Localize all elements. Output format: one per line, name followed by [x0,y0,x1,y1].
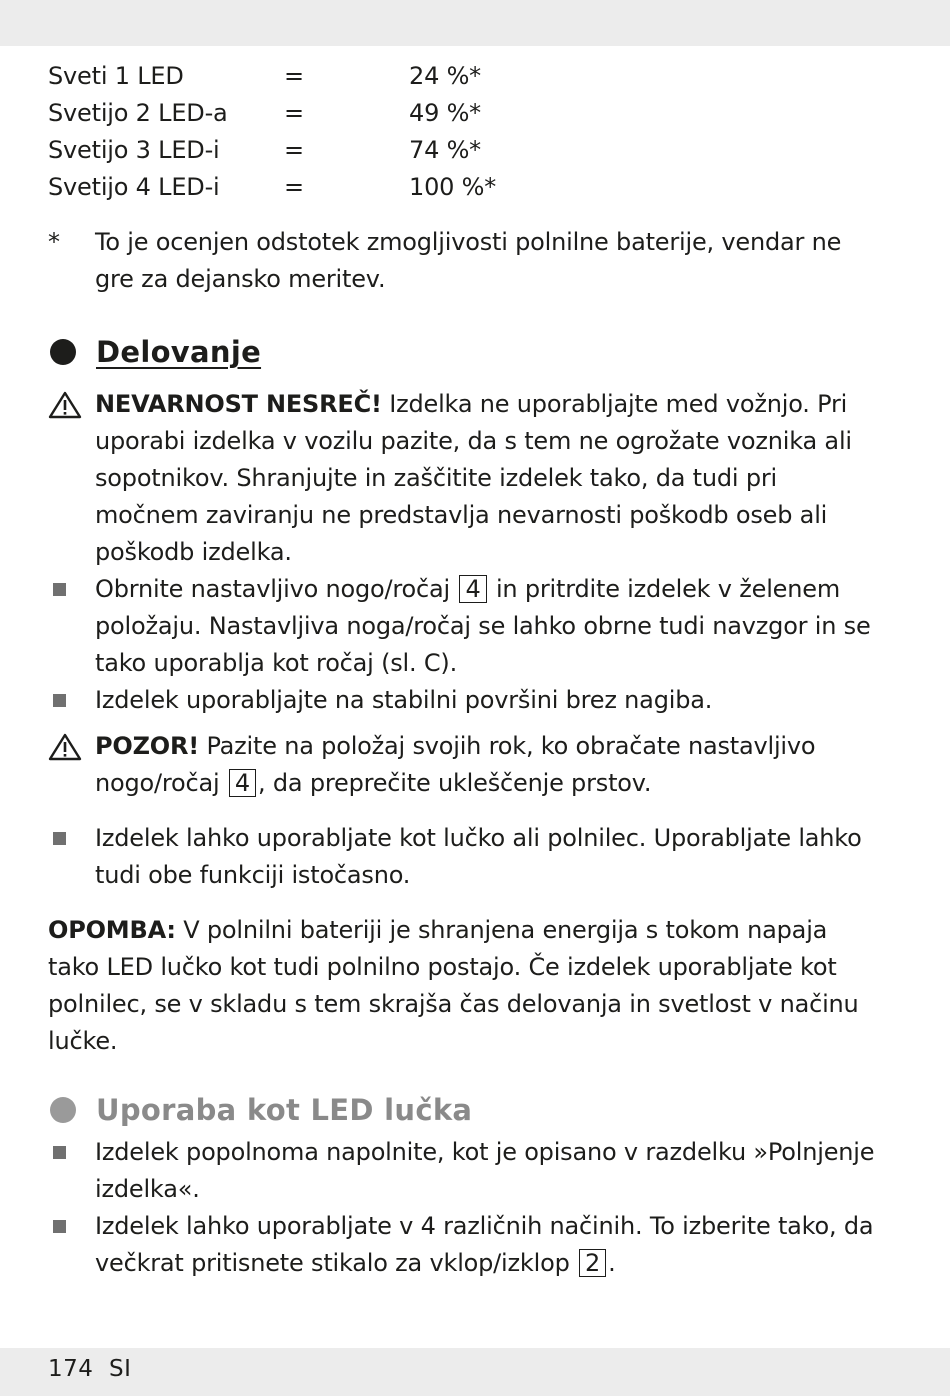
led-percentage: 49 %* [409,99,481,127]
led-percentage: 24 %* [409,62,481,90]
equals-sign: = [284,173,304,201]
list-item-text: Izdelek lahko uporabljate kot lučko ali polnilec. Uporabljate lahko tudi obe funkciji istočasno. [95,824,862,889]
led-label: Svetijo 2 LED-a [48,99,228,127]
warning-text-block [95,728,878,802]
list-item-text [95,571,878,682]
list-item [48,1134,878,1208]
warning-text: , da preprečite ukleščenje prstov. [258,769,652,797]
warning-label: POZOR! [95,732,200,760]
list-item [48,682,878,719]
list-item [48,1208,878,1282]
note-text: V polnilni bateriji je shranjena energija s tokom napaja tako LED lučko kot tudi polnilno postajo. Če izdelek uporabljate kot polnilec, se v skladu s tem skrajša čas delovanja in svetlost v načinu lučke. [48,916,859,1055]
section-heading-delovanje [48,332,878,372]
page-footer [48,1356,131,1382]
led-percentage: 100 %* [409,173,497,201]
square-bullet-icon [48,1208,95,1282]
list-item-text: Izdelek uporabljajte na stabilni površini brez nagiba. [95,686,713,714]
table-row [48,132,496,169]
footnote-text: To je ocenjen odstotek zmogljivosti polnilne baterije, vendar ne gre za dejansko meritev. [95,228,842,293]
part-number-ref: 2 [579,1249,606,1277]
equals-sign: = [284,99,304,127]
footer-band [0,1348,950,1396]
warning-triangle-icon [48,386,95,571]
section-title: Delovanje [96,335,262,369]
list-text-part: Obrnite nastavljivo nogo/ročaj [95,575,458,603]
warning-text-block [95,386,878,571]
language-code: SI [109,1356,132,1382]
table-row [48,95,496,132]
note-paragraph [48,912,878,1060]
led-percentage: 74 %* [409,136,481,164]
list-item-text [95,1208,878,1282]
led-label: Svetijo 4 LED-i [48,173,220,201]
list-text-part: . [608,1249,616,1277]
part-number-ref: 4 [459,575,486,603]
list-text-part: in pritrdite izdelek v želenem položaju. Nastavljiva noga/ročaj se lahko obrne tudi navzgor in se tako uporablja kot ročaj (sl. C). [95,575,871,677]
footnote [48,224,878,298]
bullet-circle-icon [50,339,76,365]
warning-caution [48,728,878,802]
list-item [48,571,878,682]
header-band [0,0,950,46]
warning-text: Izdelka ne uporabljajte med vožnjo. Pri uporabi izdelka v vozilu pazite, da s tem ne ogrožate voznika ali sopotnikov. Shranjujte in zaščitite izdelek tako, da tudi pri močnem zaviranju ne predstavlja nevarnosti poškodb oseb ali poškodb izdelka. [95,390,852,566]
table-row [48,58,496,95]
footnote-mark: * [48,228,60,256]
list-item [48,820,878,894]
equals-sign: = [284,136,304,164]
part-number-ref: 4 [229,769,256,797]
section-title: Uporaba kot LED lučka [96,1093,473,1127]
led-brightness-table [48,58,496,206]
square-bullet-icon [48,820,95,894]
led-label: Sveti 1 LED [48,62,184,90]
list-text-part: Izdelek lahko uporabljate v 4 različnih načinih. To izberite tako, da večkrat pritisnete stikalo za vklop/izklop [95,1212,874,1277]
led-label: Svetijo 3 LED-i [48,136,220,164]
square-bullet-icon [48,682,95,719]
section-heading-led-lamp [48,1090,878,1130]
page-content [48,58,878,1282]
list-item-text: Izdelek popolnoma napolnite, kot je opisano v razdelku »Polnjenje izdelka«. [95,1138,875,1203]
table-row [48,169,496,206]
warning-triangle-icon [48,728,95,802]
warning-label: NEVARNOST NESREČ! [95,390,382,418]
square-bullet-icon [48,1134,95,1208]
warning-text: Pazite na položaj svojih rok, ko obračate nastavljivo nogo/ročaj [95,732,816,797]
warning-accident [48,386,878,571]
equals-sign: = [284,62,304,90]
note-label: OPOMBA: [48,916,176,944]
square-bullet-icon [48,571,95,682]
page-number: 174 [48,1356,94,1382]
bullet-circle-icon [50,1097,76,1123]
